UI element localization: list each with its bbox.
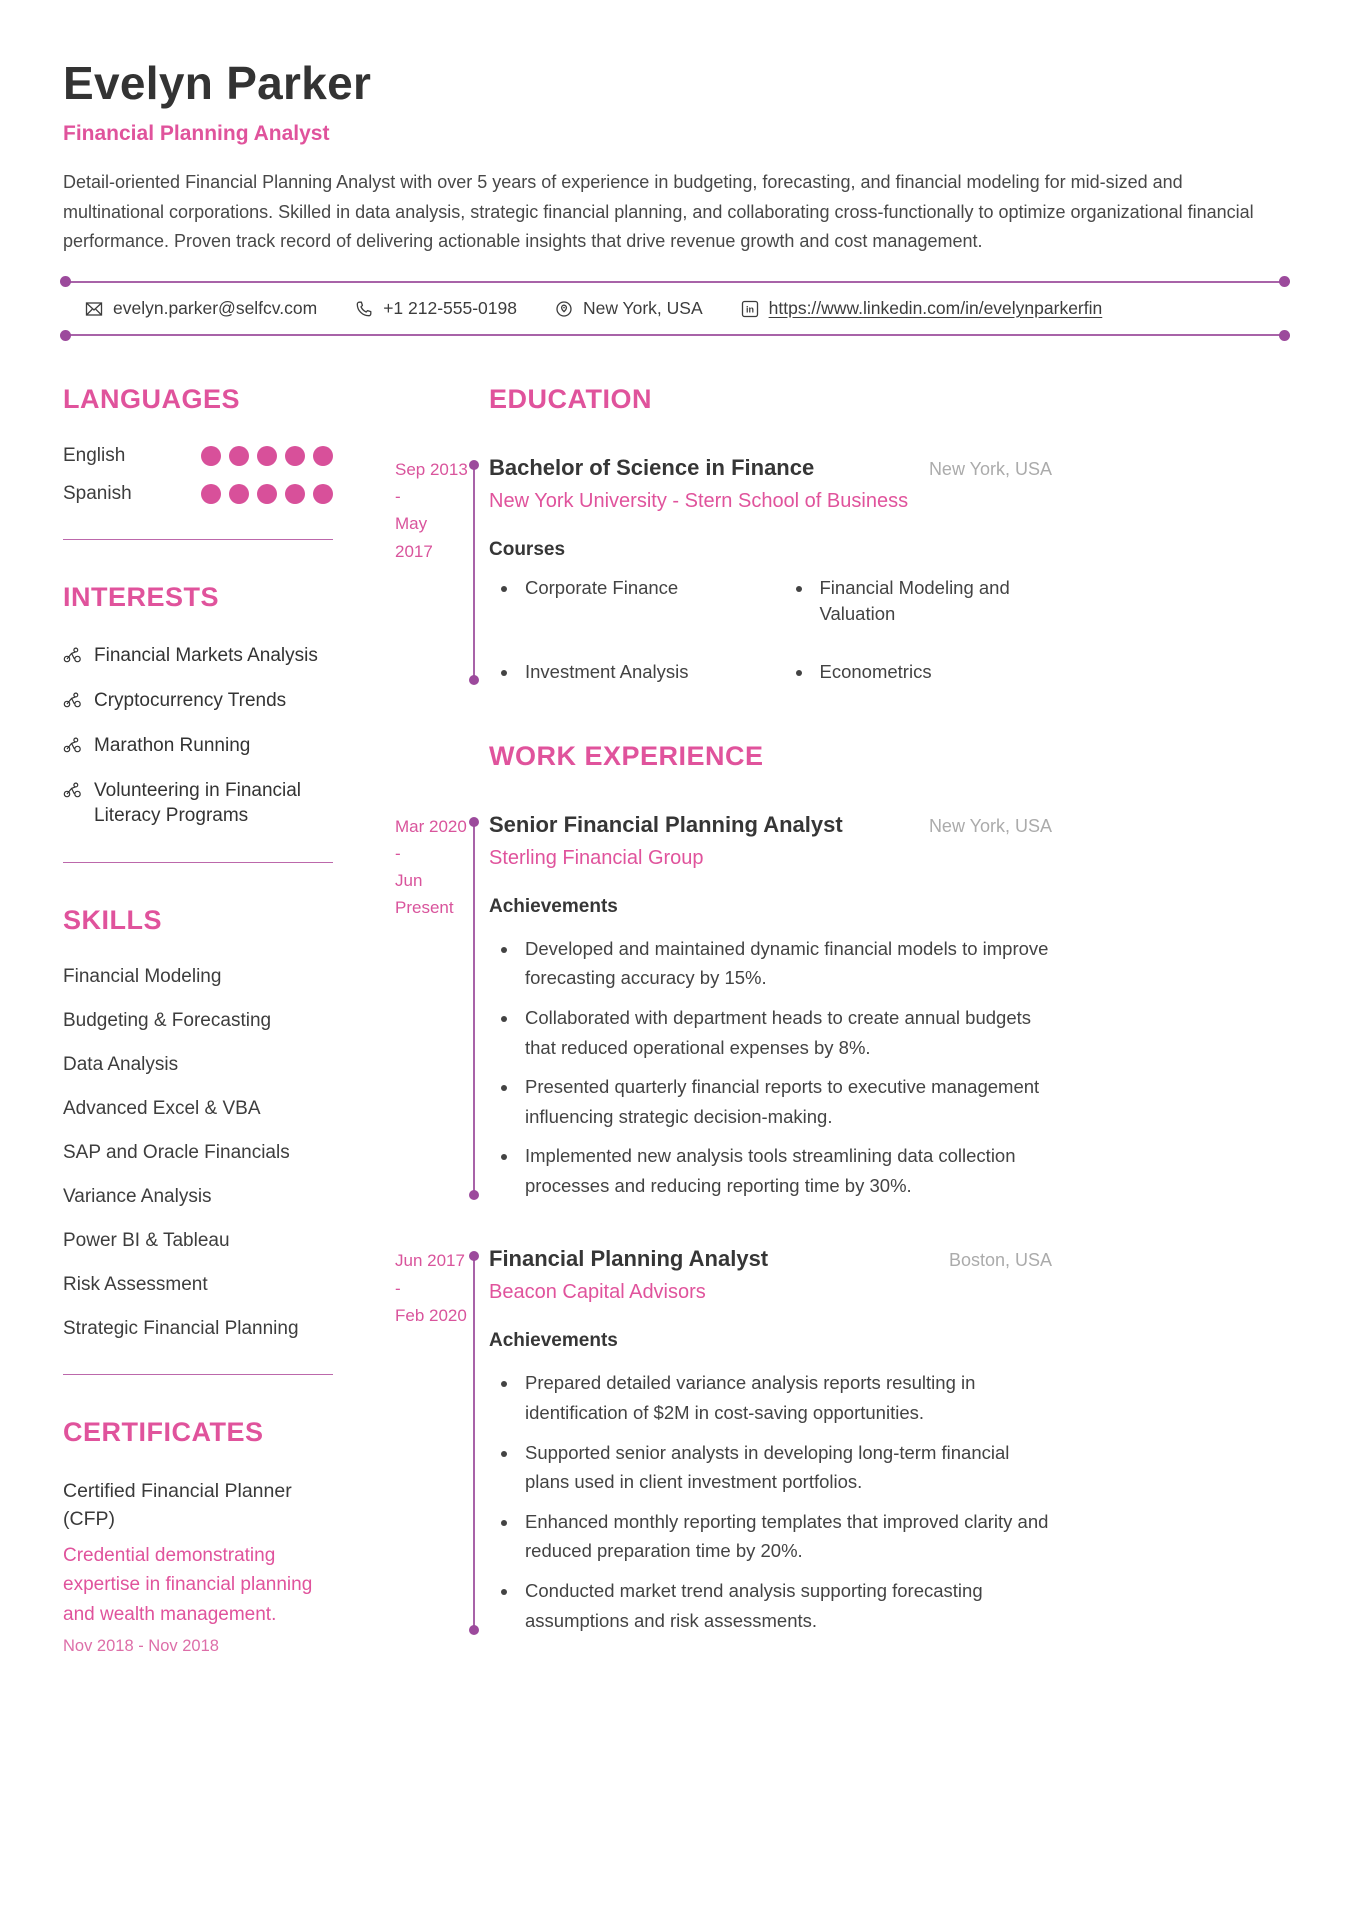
interest-item [63,778,333,828]
rating-dot [257,484,277,504]
skill-item: SAP and Oracle Financials [63,1142,290,1164]
timeline-line [473,821,475,1197]
language-name: English [63,445,126,467]
contact-bar [63,281,1287,336]
entry-location: New York, USA [928,459,1052,480]
course-item: • Investment Analysis [519,659,758,685]
contact-phone-text: +1 212-555-0198 [383,298,517,319]
interest-label: Financial Markets Analysis [94,645,318,667]
rating-dot [229,484,249,504]
education-entry [395,455,1052,685]
date-line: Sep 2013 [395,460,468,480]
interest-item [63,733,333,758]
skill-item: Risk Assessment [63,1274,208,1296]
achievements-label: Achievements [489,1330,618,1352]
rating-dot [229,446,249,466]
entry-head [489,1246,1052,1272]
skill-item: Variance Analysis [63,1186,212,1208]
date-line: May 2017 [395,514,433,561]
timeline-rail [469,455,489,685]
courses-list [489,575,1052,685]
achievement-item: • Presented quarterly financial reports to executive management influencing strategic decision-making. [519,1072,1052,1131]
date-line: Feb 2020 [395,1305,467,1325]
achievements-label: Achievements [489,895,618,917]
timeline-line [473,464,475,681]
skill-item: Data Analysis [63,1054,179,1076]
rating-dot [285,446,305,466]
language-row [63,483,333,505]
achievement-item: • Prepared detailed variance analysis reports resulting in identification of $2M in cost-saving opportunities. [519,1368,1052,1427]
interest-label: Marathon Running [94,735,251,757]
achievement-item: • Collaborated with department heads to create annual budgets that reduced operational expenses by 8%. [519,1003,1052,1062]
school-name: New York University - Stern School of Business [489,490,909,513]
achievement-item: • Supported senior analysts in developing long-term financial plans used in client investment portfolios. [519,1438,1052,1497]
linkedin-icon [741,300,759,318]
rating-dot [285,484,305,504]
phone-icon [355,300,373,318]
entry-dates [395,455,469,685]
skills-heading: SKILLS [63,905,163,936]
entry-content [489,455,1052,685]
hobby-icon [63,692,82,708]
candidate-job-title: Financial Planning Analyst [63,122,330,145]
degree-title: Bachelor of Science in Finance [489,455,815,481]
education-section [395,384,1052,685]
interests-heading: INTERESTS [63,582,220,613]
interest-label: Cryptocurrency Trends [94,690,287,712]
contact-email-text: evelyn.parker@selfcv.com [113,298,318,319]
courses-label: Courses [489,539,566,561]
date-line: Jun [395,871,423,891]
contact-location [555,298,703,319]
linkedin-link[interactable]: https://www.linkedin.com/in/evelynparkerfin [768,298,1103,319]
company-name: Beacon Capital Advisors [489,1281,706,1304]
date-line: Mar 2020 [395,816,467,836]
language-row [63,445,333,467]
date-line: - [395,1278,401,1298]
languages-section [63,384,333,540]
company-name: Sterling Financial Group [489,846,704,869]
profile-summary: Detail-oriented Financial Planning Analyst with over 5 years of experience in budgeting, forecasting, and financial modeling for mid-sized and multinational corporations. Skilled in data analysis, strategic financial planning, and collaborating cross-functionally to optimize organizational financial performance. Proven track record of delivering actionable insights that drive revenue growth and cost management. [63,172,1254,252]
skill-item: Advanced Excel & VBA [63,1098,261,1120]
contact-phone [355,298,517,319]
svg-text:in: in [745,304,754,315]
job-title: Senior Financial Planning Analyst [489,811,843,837]
interest-item [63,688,333,713]
entry-head [489,455,1052,481]
hobby-icon [63,737,82,753]
rating-dot [313,446,333,466]
contact-location-text: New York, USA [582,298,703,319]
language-rating [201,446,333,466]
skill-item: Power BI & Tableau [63,1230,230,1252]
contact-email [85,298,317,319]
skill-item: Strategic Financial Planning [63,1318,299,1340]
skill-item: Budgeting & Forecasting [63,1010,272,1032]
languages-heading: LANGUAGES [63,384,241,415]
timeline-rail [469,812,489,1201]
achievement-item: • Developed and maintained dynamic financial models to improve forecasting accuracy by 15%. [519,934,1052,993]
entry-content [489,812,1052,1201]
date-line: - [395,843,401,863]
language-name: Spanish [63,483,132,505]
work-entry [395,1246,1052,1635]
work-experience-section [395,741,1052,1636]
rating-dot [201,446,221,466]
hobby-icon [63,647,82,663]
certificate-name: Certified Financial Planner (CFP) [63,1480,292,1530]
certificate-dates: Nov 2018 - Nov 2018 [63,1637,219,1656]
certificate-description: Credential demonstrating expertise in financial planning and wealth management. [63,1545,313,1625]
entry-location: Boston, USA [948,1250,1052,1271]
course-item: • Econometrics [814,659,1053,685]
timeline-rail [469,1246,489,1635]
candidate-name: Evelyn Parker [63,57,372,109]
date-line: Present [395,898,454,918]
timeline-line [473,1255,475,1631]
rating-dot [201,484,221,504]
rating-dot [313,484,333,504]
interest-label: Volunteering in Financial Literacy Programs [94,780,302,827]
achievements-list [489,934,1052,1201]
date-line: - [395,487,401,507]
course-item: • Financial Modeling and Valuation [814,575,1053,627]
rating-dot [257,446,277,466]
certificates-section [63,1417,333,1656]
achievements-list [489,1368,1052,1635]
rule-end-dot [1279,330,1290,341]
entry-content [489,1246,1052,1635]
course-item: • Corporate Finance [519,575,758,627]
entry-head [489,812,1052,838]
entry-dates [395,812,469,1201]
date-line: Jun 2017 [395,1251,465,1271]
envelope-icon [85,300,103,318]
rule-end-dot [60,330,71,341]
skills-section [63,905,333,1375]
sidebar [63,384,333,1691]
achievement-item: • Conducted market trend analysis supporting forecasting assumptions and risk assessments. [519,1576,1052,1635]
interests-section [63,582,333,863]
main-grid [63,384,1287,1691]
entry-location: New York, USA [928,815,1052,836]
rule-end-dot [1279,276,1290,287]
hobby-icon [63,782,82,798]
contact-linkedin [741,298,1103,319]
work-entry [395,812,1052,1201]
job-title: Financial Planning Analyst [489,1246,769,1272]
entry-dates [395,1246,469,1635]
certificates-heading: CERTIFICATES [63,1417,264,1448]
education-heading: EDUCATION [489,384,652,415]
language-rating [201,484,333,504]
rule-end-dot [60,276,71,287]
main-column [395,384,1287,1691]
achievement-item: • Enhanced monthly reporting templates that improved clarity and reduced preparation time by 20%. [519,1507,1052,1566]
map-pin-icon [555,300,573,318]
work-experience-heading: WORK EXPERIENCE [489,740,764,771]
skill-item: Financial Modeling [63,966,222,988]
interest-item [63,643,333,668]
achievement-item: • Implemented new analysis tools streamlining data collection processes and reducing reporting time by 30%. [519,1141,1052,1200]
